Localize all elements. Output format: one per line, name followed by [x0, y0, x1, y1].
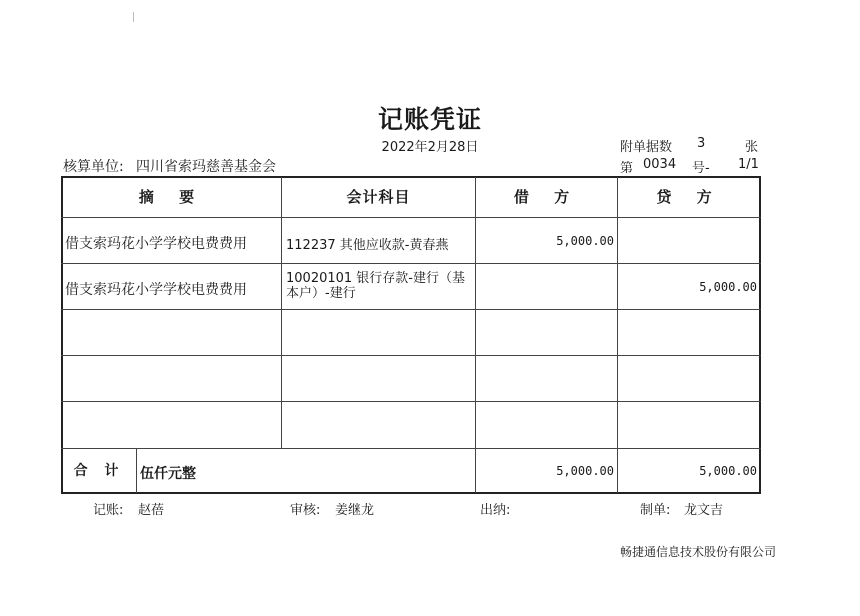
row-divider [61, 401, 761, 402]
row-credit: 5,000.00 [699, 280, 757, 294]
voucher-title: 记账凭证 [377, 105, 482, 134]
row-summary: 借支索玛花小学学校电费费用 [65, 282, 247, 298]
preparer-name: 龙文吉 [684, 503, 724, 518]
row-divider [61, 217, 761, 218]
header-summary: 摘 要 [138, 188, 205, 206]
column-divider [617, 177, 618, 493]
bookkeeper-name: 赵蓓 [138, 503, 165, 518]
page-indicator: 1/1 [738, 157, 759, 172]
voucher-table [61, 176, 761, 494]
attachment-label: 附单据数 [620, 140, 673, 155]
column-divider [136, 448, 137, 493]
voucher-number: 0034 [643, 157, 677, 172]
cashier-label: 出纳: [480, 503, 511, 518]
number-prefix: 第 [620, 161, 634, 176]
preparer-label: 制单: [640, 503, 671, 518]
attachment-unit: 张 [745, 140, 759, 155]
column-divider [281, 177, 282, 448]
voucher-date: 2022年2月28日 [381, 140, 479, 155]
total-words: 伍仟元整 [140, 466, 196, 482]
unit-name: 四川省索玛慈善基金会 [136, 159, 276, 175]
row-divider [61, 355, 761, 356]
column-divider [475, 177, 476, 493]
header-debit: 借 方 [513, 188, 580, 206]
reviewer-label: 审核: [290, 503, 321, 518]
header-account: 会计科目 [346, 188, 411, 206]
row-account: 10020101 银行存款-建行（基本户）-建行 [286, 271, 465, 301]
total-label: 合 计 [73, 463, 125, 479]
unit-label: 核算单位: [63, 159, 124, 175]
total-credit: 5,000.00 [699, 464, 757, 478]
header-credit: 贷 方 [656, 188, 722, 206]
attachment-count: 3 [697, 136, 706, 151]
number-suffix: 号- [692, 161, 710, 176]
row-divider [61, 309, 761, 310]
row-summary: 借支索玛花小学学校电费费用 [65, 236, 247, 252]
bookkeeper-label: 记账: [93, 503, 124, 518]
row-divider [61, 263, 761, 264]
row-account: 112237 其他应收款-黄春燕 [286, 238, 449, 253]
row-debit: 5,000.00 [556, 234, 614, 248]
reviewer-name: 姜继龙 [335, 503, 375, 518]
scan-mark [133, 12, 134, 22]
software-vendor: 畅捷通信息技术股份有限公司 [620, 545, 777, 559]
total-debit: 5,000.00 [556, 464, 614, 478]
row-divider [61, 448, 761, 449]
